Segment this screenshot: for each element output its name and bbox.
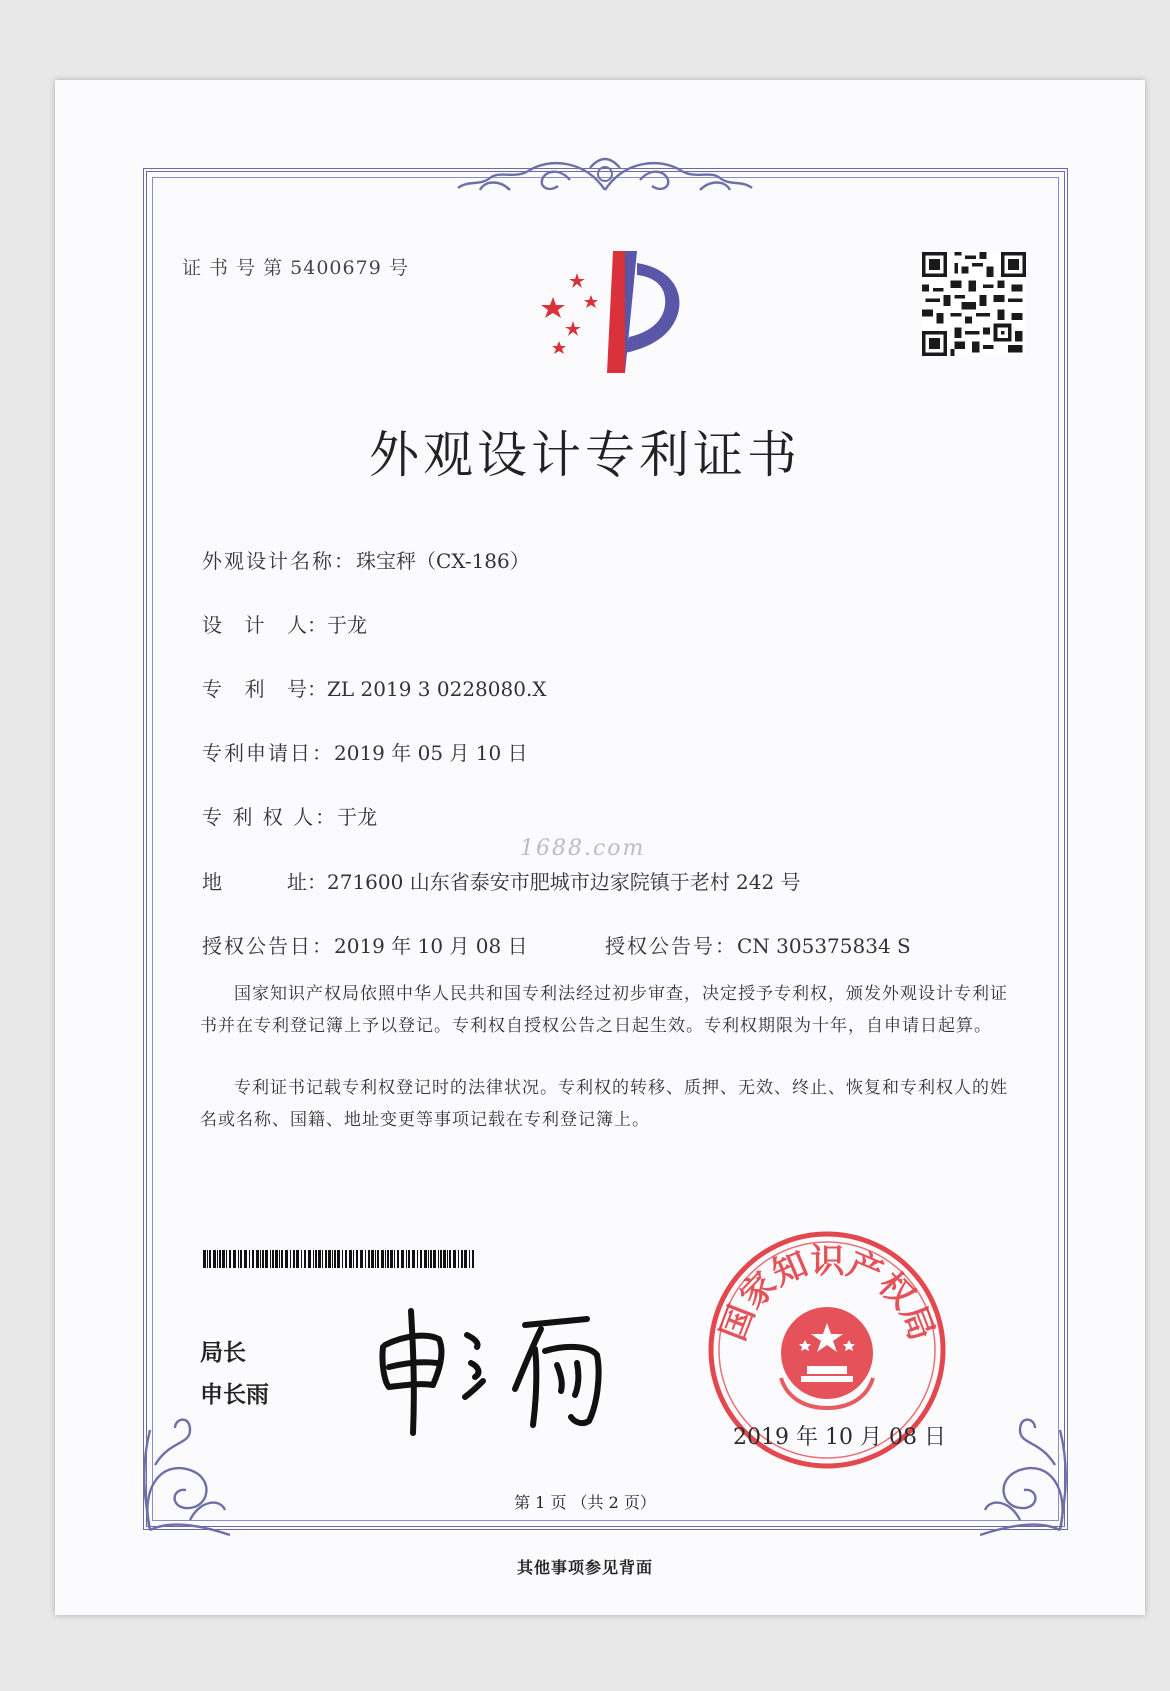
barcode-icon (203, 1250, 475, 1268)
signature-icon (375, 1305, 620, 1440)
page-number: 第 1 页 （共 2 页） (514, 1493, 656, 1512)
field-label-part: 号： (287, 677, 327, 701)
field-grant-date (202, 930, 528, 959)
watermark: 1688.com (520, 836, 646, 861)
field-label-part: 人： (287, 613, 327, 637)
field-label-part: 利 (244, 677, 265, 701)
field-value: CN 305375834 S (737, 934, 911, 958)
field-patentee (202, 801, 377, 830)
field-label: 专利申请日： (202, 741, 334, 765)
certificate-title: 外观设计专利证书 (369, 426, 801, 484)
field-design-name (202, 545, 530, 574)
cnipa-logo-icon (525, 245, 690, 375)
field-value: 271600 山东省泰安市肥城市边家院镇于老村 242 号 (327, 870, 801, 894)
field-label-part: 计 (244, 613, 265, 637)
body-paragraph: 专利证书记载专利权登记时的法律状况。专利权的转移、质押、无效、终止、恢复和专利权人的姓名或名称、国籍、地址变更等事项记载在专利登记簿上。 (200, 1078, 1008, 1130)
field-address (202, 866, 801, 895)
field-value: 于龙 (337, 805, 378, 829)
field-value: ZL 2019 3 0228080.X (327, 677, 547, 701)
director-block (200, 1332, 269, 1416)
seal-date: 2019 年 10 月 08 日 (733, 1425, 946, 1450)
field-value: 珠宝秤（CX-186） (356, 549, 530, 573)
director-name: 申长雨 (200, 1382, 269, 1408)
footer-note: 其他事项参见背面 (516, 1558, 653, 1577)
field-value: 于龙 (327, 613, 367, 637)
field-filing-date (202, 737, 528, 766)
field-grant-number (605, 930, 911, 959)
field-label-part: 址： (287, 870, 327, 894)
field-label: 授权公告日： (202, 934, 334, 958)
body-paragraph: 国家知识产权局依照中华人民共和国专利法经过初步审查，决定授予专利权，颁发外观设计专利证书并在专利登记簿上予以登记。专利权自授权公告之日起生效。专利权期限为十年，自申请日起算。 (200, 984, 1008, 1036)
field-label: 专 利 权 人： (202, 805, 338, 829)
field-value: 2019 年 05 月 10 日 (334, 741, 528, 765)
field-value: 2019 年 10 月 08 日 (334, 934, 528, 958)
field-label-part: 专 (202, 677, 222, 701)
seal-text: 国家知识产权局 (713, 1241, 942, 1346)
field-label-part: 设 (202, 613, 222, 637)
field-label-part: 地 (202, 870, 222, 894)
corner-ornament-icon (960, 1370, 1080, 1540)
field-label: 授权公告号： (605, 934, 737, 958)
qr-code-icon (922, 252, 1026, 356)
director-title: 局长 (200, 1340, 246, 1366)
top-ornament-icon (450, 150, 760, 200)
field-designer (202, 609, 367, 638)
certificate-number: 证 书 号 第 5400679 号 (182, 257, 409, 279)
field-patent-number (202, 673, 547, 702)
field-label: 外观设计名称： (202, 549, 356, 573)
